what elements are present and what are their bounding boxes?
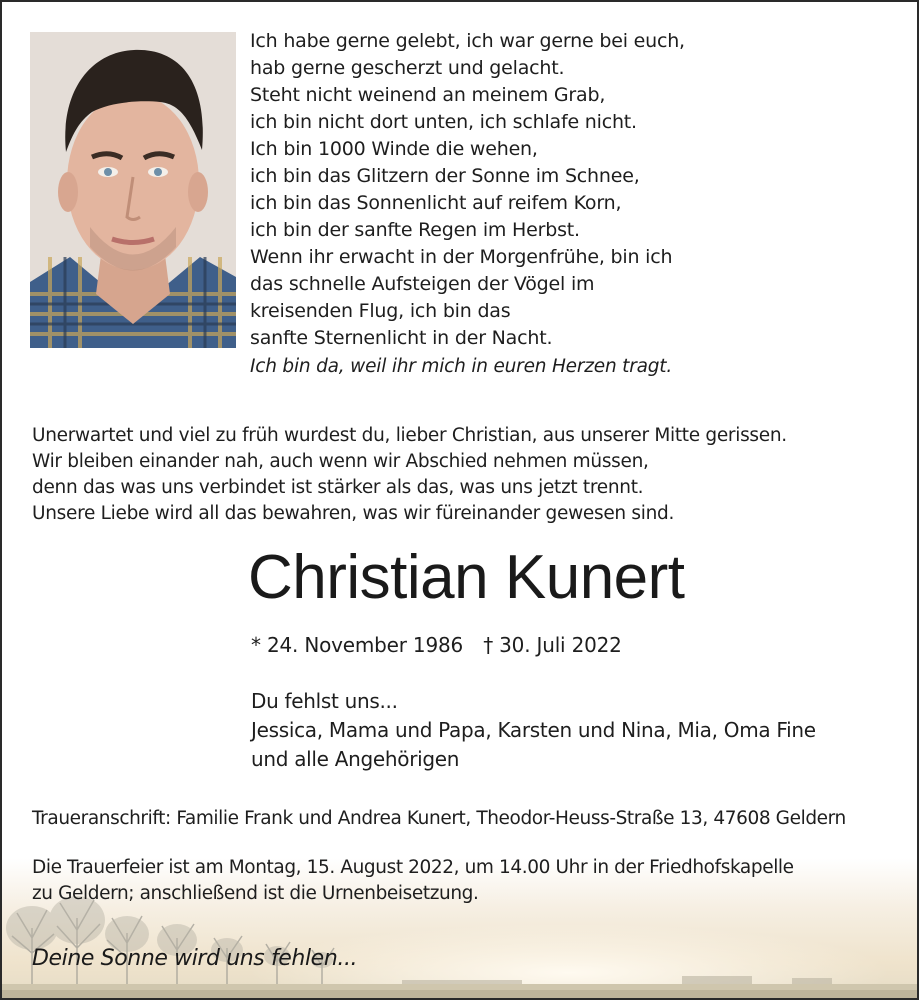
funeral-info: Die Trauerfeier ist am Montag, 15. August 2022, um 14.00 Uhr in der Friedhofskapelle zu Geldern; anschließend ist die Urnenbeisetzung. <box>32 857 794 904</box>
mourners-line: Jessica, Mama und Papa, Karsten und Nina, Mia, Oma Fine <box>251 718 816 742</box>
mourning-address: Traueranschrift: Familie Frank und Andrea Kunert, Theodor-Heuss-Straße 13, 47608 Geldern <box>32 808 846 829</box>
life-dates <box>251 633 622 657</box>
deceased-name: Christian Kunert <box>248 543 685 612</box>
death-date: † 30. Juli 2022 <box>483 633 622 657</box>
mourners-line: Du fehlst uns... <box>251 689 398 713</box>
closing-motto: Deine Sonne wird uns fehlen... <box>32 946 358 971</box>
intro-text: Unerwartet und viel zu früh wurdest du, lieber Christian, aus unserer Mitte gerissen. Wir bleiben einander nah, auch wenn wir Abschied nehmen müssen, denn das was uns verbindet ist stärker als das, was uns jetzt trennt. Unsere Liebe wird all das bewahren, was wir füreinander gewesen sind. <box>32 425 787 524</box>
portrait-photo <box>30 32 236 348</box>
birth-date: * 24. November 1986 <box>251 633 464 657</box>
poem-text: Ich habe gerne gelebt, ich war gerne bei euch, hab gerne gescherzt und gelacht. Steht nicht weinend an meinem Grab, ich bin nicht dort unten, ich schlafe nicht. Ich bin 1000 Winde die wehen, ich bin das Glitzern der Sonne im Schnee, ich bin das Sonnenlicht auf reifem Korn, ich bin der sanfte Regen im Herbst. Wenn ihr erwacht in der Morgenfrühe, bin ich das schnelle Aufsteigen der Vögel im kreisenden Flug, ich bin das sanfte Sternenlicht in der Nacht. <box>250 30 685 349</box>
mourners-line: und alle Angehörigen <box>251 747 460 771</box>
mourners-block <box>251 687 901 774</box>
poem-closing-line: Ich bin da, weil ihr mich in euren Herzen tragt. <box>250 356 673 377</box>
